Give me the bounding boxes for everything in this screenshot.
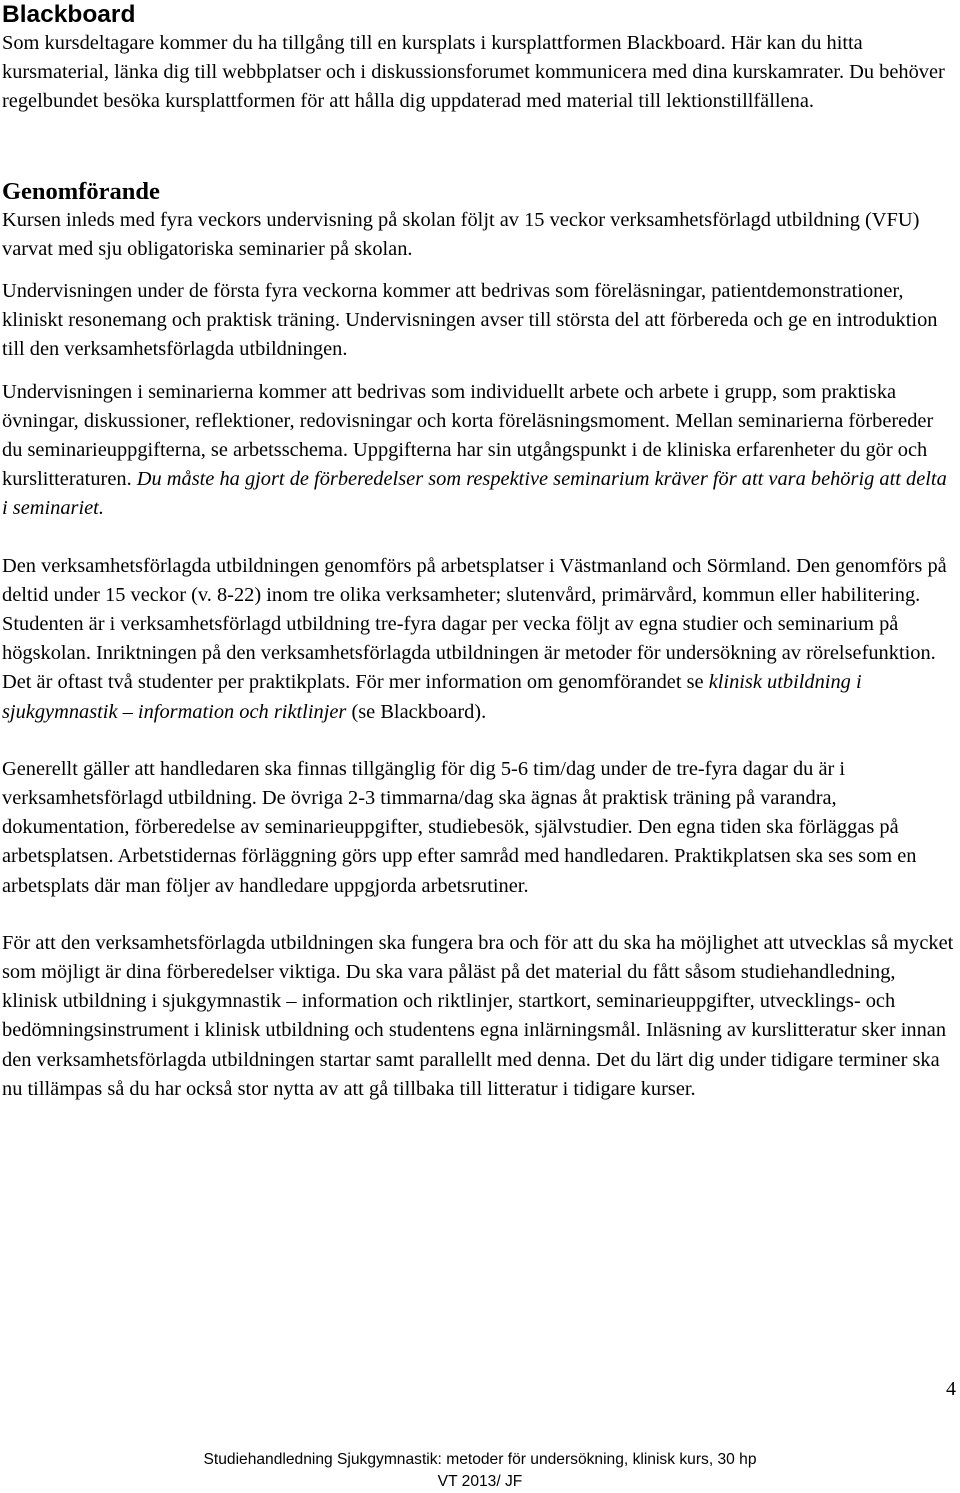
paragraph-text: Undervisningen i seminarierna kommer att bedrivas som individuellt arbete och arbete i grupp, som praktiska övningar, diskussioner, reflektioner, redovisningar och korta föreläsningsmoment. Mellan seminarierna förbereder du seminarieuppgifterna, se arbetsschema. Uppgifterna har sin utgångspunkt i de kliniska erfarenheter du gör och kurslitteraturen. — [2, 380, 934, 491]
heading-blackboard: Blackboard — [2, 1, 136, 28]
paragraph-genomforande-5: Generellt gäller att handledaren ska finnas tillgänglig för dig 5-6 tim/dag under de tre-fyra dagar du är i verksamhetsförlagd utbildning. De övriga 2-3 timmarna/dag ska ägnas åt praktisk träning på varandra, dokumentation, förberedelse av seminarieuppgifter, studiebesök, självstudier. Den egna tiden ska förläggas på arbetsplatsen. Arbetstidernas förläggning görs upp efter samråd med handledaren. Praktikplatsen ska ses som en arbetsplats där man följer av handledare uppgjorda arbetsrutiner. — [2, 757, 917, 897]
spacer — [2, 264, 956, 277]
spacer — [2, 524, 956, 552]
page-content — [2, 0, 956, 1104]
paragraph-blackboard: Som kursdeltagare kommer du ha tillgång till en kursplats i kursplattformen Blackboard. Här kan du hitta kursmaterial, länka dig till webbplatser och i diskussionsforumet kommunicera med dina kurskamrater. Du behöver regelbundet besöka kursplattformen för att hålla dig uppdaterad med material till lektionstillfällena. — [2, 32, 945, 113]
paragraph-genomforande-2: Undervisningen under de första fyra veckorna kommer att bedrivas som föreläsningar, patientdemonstrationer, kliniskt resonemang och praktisk träning. Undervisningen avser till största del att förbereda och ge en introduktion till den verksamhetsförlagda utbildningen. — [2, 280, 938, 361]
paragraph-italic-text: klinisk utbildning i sjukgymnastik – information och riktlinjer — [2, 671, 862, 723]
spacer — [2, 117, 956, 177]
paragraph-italic-text: Du måste ha gjort de förberedelser som respektive seminarium kräver för att vara behörig att delta i seminariet. — [2, 468, 947, 520]
heading-genomforande: Genomförande — [2, 177, 160, 205]
paragraph-genomforande-1: Kursen inleds med fyra veckors undervisning på skolan följt av 15 veckor verksamhetsförlagd utbildning (VFU) varvat med sju obligatoriska seminarier på skolan. — [2, 208, 920, 260]
paragraph-genomforande-4 — [2, 552, 956, 727]
page-number: 4 — [946, 1378, 956, 1400]
paragraph-text: Den verksamhetsförlagda utbildningen genomförs på arbetsplatser i Västmanland och Sörmland. Den genomförs på deltid under 15 veckor (v. 8-22) inom tre olika verksamheter; slutenvård, primärvård, kommun eller habilitering. Studenten är i verksamhetsförlagd utbildning tre-fyra dagar per vecka följt av egna studier och seminarium på högskolan. Inriktningen på den verksamhetsförlagda utbildningen är metoder för undersökning av rörelsefunktion. Det är oftast två studenter per praktikplats. För mer information om genomförandet se — [2, 554, 947, 694]
footer-line-2: VT 2013/ JF — [437, 1473, 523, 1490]
page-footer — [0, 1449, 960, 1493]
paragraph-text: (se Blackboard). — [346, 700, 487, 723]
paragraph-genomforande-6: För att den verksamhetsförlagda utbildningen ska fungera bra och för att du ska ha möjlighet att utvecklas så mycket som möjligt är dina förberedelser viktiga. Du ska vara påläst på det material du fått såsom studiehandledning, klinisk utbildning i sjukgymnastik – information och riktlinjer, startkort, seminarieuppgifter, utvecklings- och bedömningsinstrument i klinisk utbildning och studentens egna inlärningsmål. Inläsning av kurslitteratur sker innan den verksamhetsförlagda utbildningen startar samt parallellt med denna. Det du lärt dig under tidigare terminer ska nu tillämpas så du har också stor nytta av att gå tillbaka till litteratur i tidigare kurser. — [2, 931, 954, 1100]
spacer — [2, 727, 956, 755]
paragraph-genomforande-3 — [2, 378, 956, 524]
spacer — [2, 901, 956, 929]
footer-line-1: Studiehandledning Sjukgymnastik: metoder för undersökning, klinisk kurs, 30 hp — [203, 1451, 757, 1468]
spacer — [2, 365, 956, 378]
